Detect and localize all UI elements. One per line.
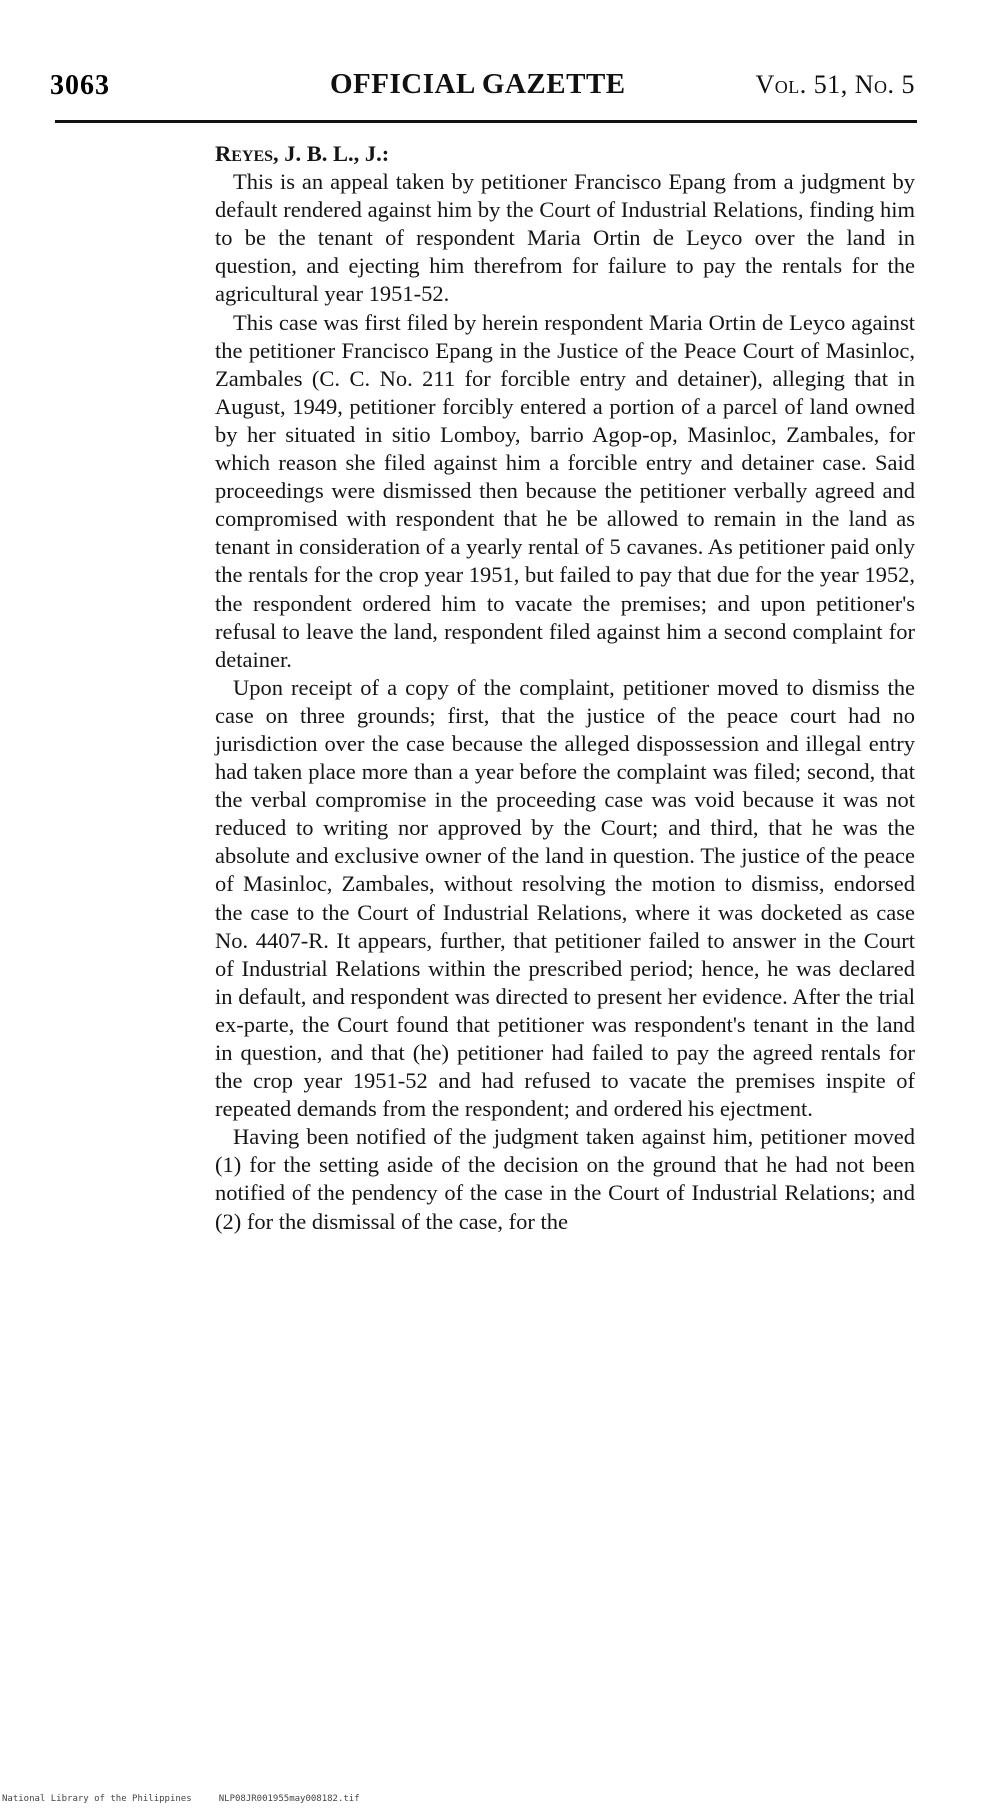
page-header xyxy=(50,66,915,106)
scan-footer xyxy=(2,1794,360,1804)
footer-file: NLP08JR001955may008182.tif xyxy=(218,1794,360,1804)
publication-title: OFFICIAL GAZETTE xyxy=(330,68,626,100)
header-rule xyxy=(55,120,917,123)
paragraph-4: Having been notified of the judgment taken against him, petitioner moved (1) for the setting aside of the decision on the ground that he had not been notified of the pendency of the case in the Court of Industrial Relations; and (2) for the dismissal of the case, for the xyxy=(215,1124,915,1234)
paragraph-1: This is an appeal taken by petitioner Francisco Epang from a judgment by default rendered against him by the Court of Industrial Relations, finding him to be the tenant of respondent Maria Ortin de Leyco over the land in question, and ejecting him therefrom for failure to pay the rentals for the agricultural year 1951-52. xyxy=(215,169,915,307)
paragraph-2: This case was first filed by herein respondent Maria Ortin de Leyco against the petitioner Francisco Epang in the Justice of the Peace Court of Masinloc, Zambales (C. C. No. 211 for forcible entry and detainer), alleging that in August, 1949, petitioner forcibly entered a portion of a parcel of land owned by her situated in sitio Lomboy, barrio Agop-op, Masinloc, Zambales, for which reason she filed against him a forcible entry and detainer case. Said proceedings were dismissed then because the petitioner verbally agreed and compromised with respondent that he be allowed to remain in the land as tenant in consideration of a yearly rental of 5 cavanes. As petitioner paid only the rentals for the crop year 1951, but failed to pay that due for the year 1952, the respondent ordered him to vacate the premises; and upon petitioner's refusal to leave the land, respondent filed against him a second complaint for detainer. xyxy=(215,309,915,672)
opinion-body xyxy=(215,140,915,1236)
volume-issue: Vol. 51, No. 5 xyxy=(755,70,915,99)
justice-byline: Reyes, J. B. L., J.: xyxy=(215,141,390,166)
paragraph-3: Upon receipt of a copy of the complaint, petitioner moved to dismiss the case on three grounds; first, that the justice of the peace court had no jurisdiction over the case because the alleged dispossession and illegal entry had taken place more than a year before the complaint was filed; second, that the verbal compromise in the proceeding case was void because it was not reduced to writing nor approved by the Court; and third, that he was the absolute and exclusive owner of the land in question. The justice of the peace of Masinloc, Zambales, without resolving the motion to dismiss, endorsed the case to the Court of Industrial Relations, where it was docketed as case No. 4407-R. It appears, further, that petitioner failed to answer in the Court of Industrial Relations within the prescribed period; hence, he was declared in default, and respondent was directed to present her evidence. After the trial ex-parte, the Court found that petitioner was respondent's tenant in the land in question, and that (he) petitioner had failed to pay the agreed rentals for the crop year 1951-52 and had refused to vacate the premises inspite of repeated demands from the respondent; and ordered his ejectment. xyxy=(215,674,915,1122)
footer-source: National Library of the Philippines xyxy=(2,1794,192,1804)
page-number: 3063 xyxy=(50,70,110,101)
